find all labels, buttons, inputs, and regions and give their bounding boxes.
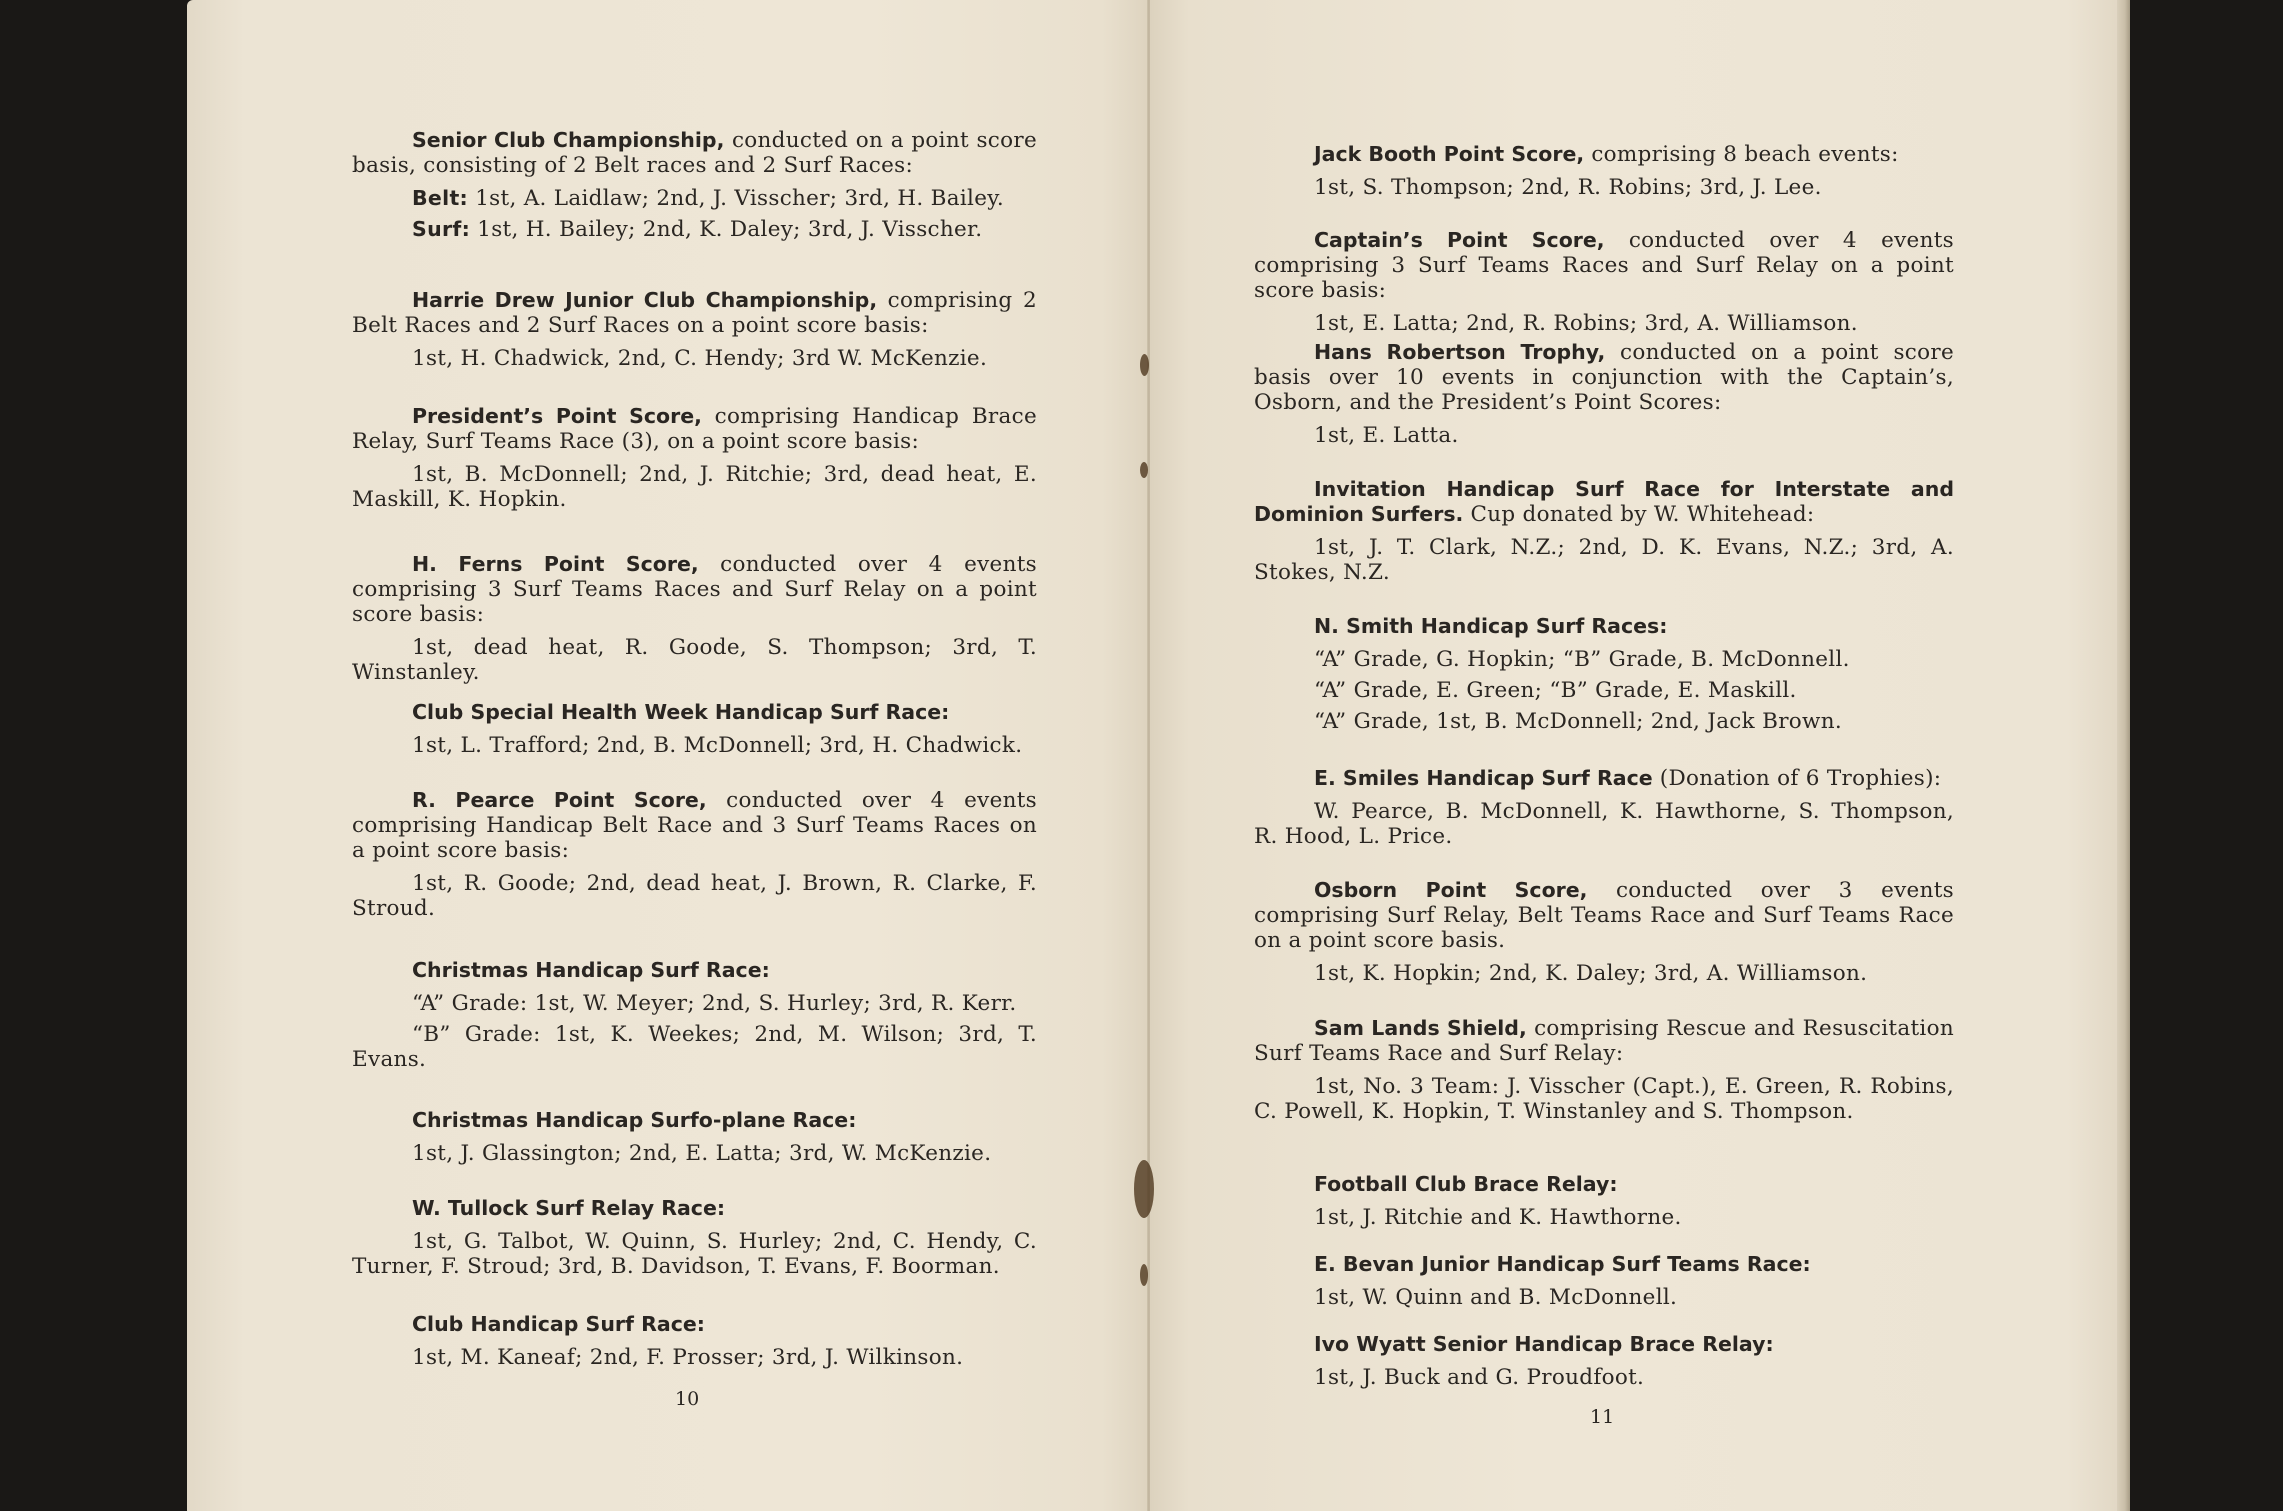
results-entry [352, 700, 1037, 764]
result-line: 1st, K. Hopkin; 2nd, K. Daley; 3rd, A. Williamson. [1314, 961, 1868, 986]
entry-title: Ivo Wyatt Senior Handicap Brace Relay: [1314, 1332, 1774, 1356]
entry-title: Osborn Point Score, [1314, 878, 1588, 902]
result-line: 1st, W. Quinn and B. McDonnell. [1314, 1285, 1678, 1310]
result-line: “A” Grade, G. Hopkin; “B” Grade, B. McDonnell. [1314, 647, 1850, 672]
entry-title: Invitation Handicap Surf Race for Interstate and Dominion Surfers. [1254, 477, 1954, 526]
entry-title: Jack Booth Point Score, [1314, 142, 1585, 166]
result-line: 1st, H. Bailey; 2nd, K. Daley; 3rd, J. Visscher. [470, 217, 983, 242]
booklet-spread [155, 0, 2130, 1511]
results-entry [1254, 878, 1954, 992]
result-line: “A” Grade: 1st, W. Meyer; 2nd, S. Hurley; 3rd, R. Kerr. [412, 991, 1017, 1016]
entry-title: Harrie Drew Junior Club Championship, [412, 288, 878, 312]
results-entry [1254, 1016, 1954, 1130]
results-entry [352, 1312, 1037, 1376]
entry-title: Club Handicap Surf Race: [412, 1312, 705, 1336]
result-label: Surf: [412, 217, 471, 241]
page-edge [2117, 0, 2130, 1511]
entry-title: R. Pearce Point Score, [412, 788, 707, 812]
results-entry [1254, 1332, 1954, 1396]
entry-description: conducted on a point score basis, consisting of 2 Belt races and 2 Surf Races: [352, 128, 1037, 178]
binding-stain [1134, 1160, 1154, 1218]
results-entry [352, 958, 1037, 1078]
entry-description: conducted on a point score basis over 10 events in conjunction with the Captain’s, Osborn, and the President’s Point Scores: [1254, 340, 1954, 415]
result-line: 1st, A. Laidlaw; 2nd, J. Visscher; 3rd, H. Bailey. [468, 186, 1004, 211]
entry-description: Cup donated by W. Whitehead: [1463, 502, 1815, 527]
left-page [187, 0, 1150, 1511]
results-entry [1254, 142, 1954, 206]
entry-description: conducted over 4 events comprising 3 Surf Teams Races and Surf Relay on a point score basis: [352, 552, 1037, 627]
result-line: 1st, J. Glassington; 2nd, E. Latta; 3rd, W. McKenzie. [412, 1141, 992, 1166]
entry-title: W. Tullock Surf Relay Race: [412, 1196, 726, 1220]
entry-description: comprising Handicap Brace Relay, Surf Teams Race (3), on a point score basis: [352, 404, 1037, 454]
result-line: 1st, J. Ritchie and K. Hawthorne. [1314, 1205, 1682, 1230]
results-entry [352, 788, 1037, 927]
entry-description: conducted over 4 events comprising 3 Surf Teams Races and Surf Relay on a point score basis: [1254, 228, 1954, 303]
result-line: W. Pearce, B. McDonnell, K. Hawthorne, S. Thompson, R. Hood, L. Price. [1254, 799, 1954, 849]
result-line: 1st, dead heat, R. Goode, S. Thompson; 3rd, T. Winstanley. [352, 635, 1037, 685]
entry-title: E. Smiles Handicap Surf Race [1314, 766, 1653, 790]
results-entry [1254, 1252, 1954, 1316]
entry-title: E. Bevan Junior Handicap Surf Teams Race: [1314, 1252, 1811, 1276]
entry-title: Football Club Brace Relay: [1314, 1172, 1618, 1196]
entry-title: Senior Club Championship, [412, 128, 725, 152]
results-entry [352, 404, 1037, 518]
entry-title: Sam Lands Shield, [1314, 1016, 1527, 1040]
results-entry [1254, 340, 1954, 454]
entry-title: President’s Point Score, [412, 404, 702, 428]
results-entry [352, 1196, 1037, 1285]
entry-title: Hans Robertson Trophy, [1314, 340, 1606, 364]
result-line: 1st, J. Buck and G. Proudfoot. [1314, 1365, 1645, 1390]
result-line: “A” Grade, 1st, B. McDonnell; 2nd, Jack Brown. [1314, 709, 1843, 734]
results-entry [352, 552, 1037, 691]
entry-title: H. Ferns Point Score, [412, 552, 699, 576]
entry-description: conducted over 4 events comprising Handicap Belt Race and 3 Surf Teams Races on a point score basis: [352, 788, 1038, 863]
result-line: 1st, H. Chadwick, 2nd, C. Hendy; 3rd W. McKenzie. [412, 346, 988, 371]
right-page [1150, 0, 2125, 1511]
results-entry [1254, 614, 1954, 740]
entry-description: conducted over 3 events comprising Surf Relay, Belt Teams Race and Surf Teams Race on a point score basis. [1254, 878, 1954, 953]
result-line: 1st, E. Latta; 2nd, R. Robins; 3rd, A. Williamson. [1314, 311, 1858, 336]
results-entry [1254, 766, 1954, 855]
binding-stain [1140, 462, 1148, 478]
page-number: 10 [675, 1388, 700, 1410]
results-entry [352, 1108, 1037, 1172]
page-number: 11 [1590, 1406, 1615, 1428]
results-entry [1254, 228, 1954, 342]
result-line: 1st, No. 3 Team: J. Visscher (Capt.), E. Green, R. Robins, C. Powell, K. Hopkin, T. Winstanley and S. Thompson. [1254, 1074, 1954, 1124]
binding-stain [1140, 1264, 1148, 1286]
entry-title: Club Special Health Week Handicap Surf Race: [412, 700, 950, 724]
result-line: 1st, R. Goode; 2nd, dead heat, J. Brown, R. Clarke, F. Stroud. [352, 871, 1037, 921]
results-entry [1254, 477, 1954, 591]
entry-title: Christmas Handicap Surfo-plane Race: [412, 1108, 857, 1132]
entry-title: Christmas Handicap Surf Race: [412, 958, 770, 982]
entry-description: comprising 2 Belt Races and 2 Surf Races on a point score basis: [352, 288, 1037, 338]
binding-stain [1140, 354, 1149, 376]
entry-description: (Donation of 6 Trophies): [1652, 766, 1942, 791]
result-label: Belt: [412, 186, 469, 210]
entry-description: comprising Rescue and Resuscitation Surf Teams Race and Surf Relay: [1254, 1016, 1954, 1066]
entry-title: Captain’s Point Score, [1314, 228, 1605, 252]
result-line: 1st, B. McDonnell; 2nd, J. Ritchie; 3rd, dead heat, E. Maskill, K. Hopkin. [352, 462, 1037, 512]
entry-title: N. Smith Handicap Surf Races: [1314, 614, 1668, 638]
result-line: 1st, G. Talbot, W. Quinn, S. Hurley; 2nd, C. Hendy, C. Turner, F. Stroud; 3rd, B. Davidson, T. Evans, F. Boorman. [352, 1229, 1037, 1279]
result-line: 1st, L. Trafford; 2nd, B. McDonnell; 3rd, H. Chadwick. [412, 733, 1023, 758]
result-line: “A” Grade, E. Green; “B” Grade, E. Maskill. [1314, 678, 1797, 703]
result-line: 1st, J. T. Clark, N.Z.; 2nd, D. K. Evans, N.Z.; 3rd, A. Stokes, N.Z. [1254, 535, 1954, 585]
results-entry [352, 128, 1037, 248]
results-entry [352, 288, 1037, 377]
result-line: 1st, S. Thompson; 2nd, R. Robins; 3rd, J. Lee. [1314, 175, 1822, 200]
entry-description: comprising 8 beach events: [1584, 142, 1899, 167]
results-entry [1254, 1172, 1954, 1236]
result-line: “B” Grade: 1st, K. Weekes; 2nd, M. Wilson; 3rd, T. Evans. [352, 1022, 1037, 1072]
result-line: 1st, E. Latta. [1314, 423, 1459, 448]
result-line: 1st, M. Kaneaf; 2nd, F. Prosser; 3rd, J. Wilkinson. [412, 1345, 964, 1370]
